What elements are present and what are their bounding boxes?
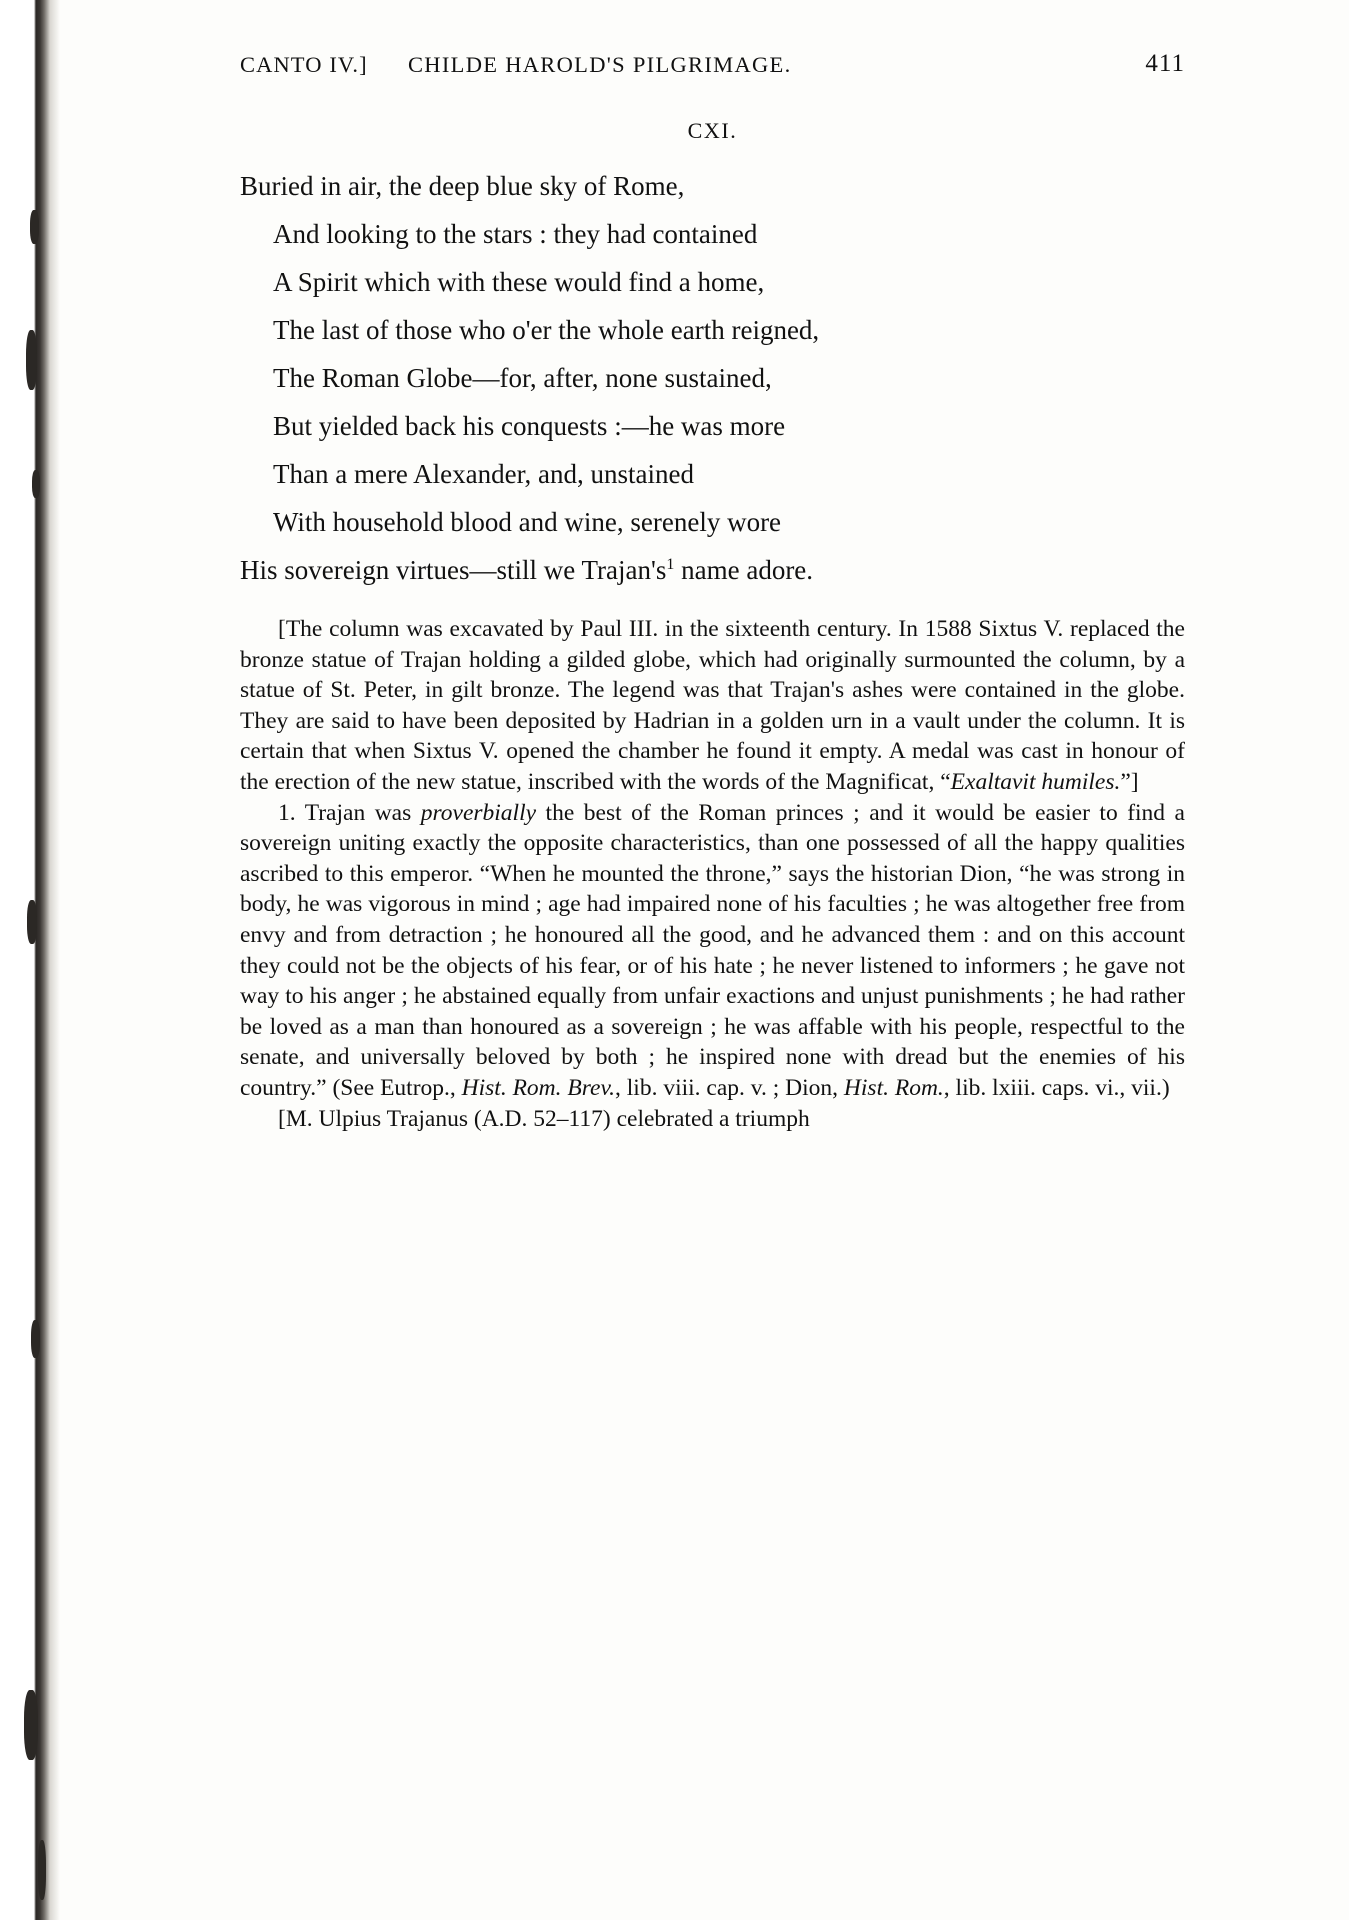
- bracket-note-latin: Exaltavit humiles.: [950, 768, 1121, 795]
- verse-line: And looking to the stars : they had contained: [273, 219, 758, 249]
- footnote-1: [240, 798, 1185, 1104]
- footnote-continuation: [240, 1104, 1185, 1135]
- notes-section: [240, 614, 1185, 1134]
- verse-line: Buried in air, the deep blue sky of Rome,: [240, 171, 685, 201]
- footnote-number: 1.: [278, 799, 296, 826]
- verse-line: The last of those who o'er the whole earth reigned,: [273, 315, 820, 345]
- footnote-citation-2: Hist. Rom.: [843, 1074, 944, 1101]
- stanza-number: CXI.: [687, 118, 738, 143]
- footnote-text-a: Trajan was: [295, 799, 421, 826]
- page-number: 411: [1145, 50, 1185, 77]
- verse-line: Than a mere Alexander, and, unstained: [273, 459, 695, 489]
- footnote-citation-1: Hist. Rom. Brev.: [461, 1074, 616, 1101]
- running-head-canto: CANTO IV.]: [240, 52, 368, 77]
- continuation-text-a: [M. Ulpius Trajanus (: [278, 1105, 482, 1132]
- verse-line-with-footnote: [240, 546, 1185, 594]
- running-head-title: CHILDE HAROLD'S PILGRIMAGE.: [408, 52, 792, 77]
- editorial-bracket-note: [240, 614, 1185, 798]
- continuation-smallcaps: A.D.: [481, 1105, 528, 1132]
- running-head: [240, 52, 1185, 84]
- stanza-body: [240, 162, 1185, 594]
- verse-line: The Roman Globe—for, after, none sustained,: [273, 363, 772, 393]
- bracket-note-close: ”]: [1120, 768, 1139, 795]
- continuation-text-b: 52–117) celebrated a triumph: [527, 1105, 810, 1132]
- footnote-marker: 1: [666, 556, 675, 573]
- verse-line-text: His sovereign virtues—still we Trajan's: [240, 555, 667, 585]
- footnote-italic-proverbially: proverbially: [420, 799, 537, 826]
- verse-line: With household blood and wine, serenely wore: [273, 507, 782, 537]
- scan-gutter-shadow: [0, 0, 62, 1920]
- verse-line-tail: name adore.: [674, 555, 814, 585]
- verse-line: But yielded back his conquests :—he was more: [273, 411, 786, 441]
- footnote-text-d: , lib. lxiii. caps. vi., vii.): [943, 1074, 1170, 1101]
- page-content: [240, 0, 1185, 1920]
- bracket-note-text: [The column was excavated by Paul III. in the sixteenth century. In 1588 Sixtus V. replaced the bronze statue of Trajan holding a gilded globe, which had originally surmounted the column, by a statue of St. Peter, in gilt bronze. The legend was that Trajan's ashes were contained in the globe. They are said to have been deposited by Hadrian in a golden urn in a vault under the column. It is certain that when Sixtus V. opened the chamber he found it empty. A medal was cast in honour of the erection of the new statue, inscribed with the words of the Magnificat, “: [240, 616, 1185, 795]
- footnote-text-b: the best of the Roman princes ; and it would be easier to find a sovereign uniting exactly the opposite characteristics, than one possessed of all the happy qualities ascribed to this emperor. “When he mounted the throne,” says the historian Dion, “he was strong in body, he was vigorous in mind ; age had impaired none of his faculties ; he was altogether free from envy and from detraction ; he honoured all the good, and he advanced them : and on this account they could not be the objects of his fear, or of his hate ; he never listened to informers ; he gave not way to his anger ; he abstained equally from unfair exactions and unjust punishments ; he had rather be loved as a man than honoured as a sovereign ; he was affable with his people, respectful to the senate, and universally beloved by both ; he inspired none with dread but the enemies of his country.” (See Eutrop.,: [240, 799, 1185, 1101]
- verse-line: A Spirit which with these would find a home,: [273, 267, 765, 297]
- footnote-text-c: , lib. viii. cap. v. ; Dion,: [615, 1074, 844, 1101]
